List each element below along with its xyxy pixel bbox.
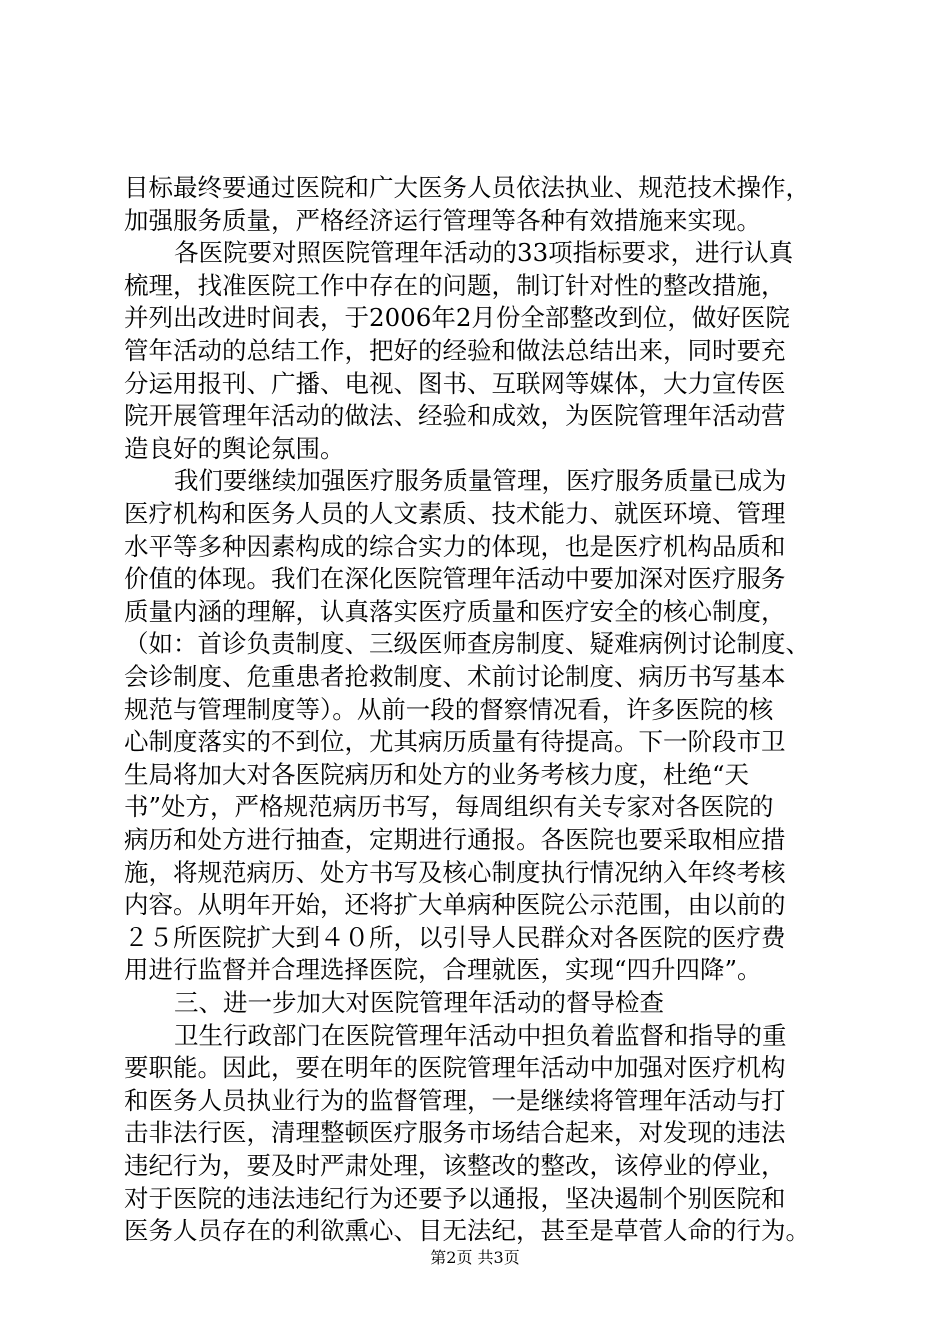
text-line: 对于医院的违法违纪行为还要予以通报，坚决遏制个别医院和 [124,1183,786,1213]
text-line: 管年活动的总结工作，把好的经验和做法总结出来，同时要充 [124,336,786,365]
text-line: 我们要继续加强医疗服务质量管理，医疗服务质量已成为 [174,466,787,496]
text-line: 会诊制度、危重患者抢救制度、术前讨论制度、病历书写基本 [124,662,786,691]
text-line: 分运用报刊、广播、电视、图书、互联网等媒体，大力宣传医 [124,368,786,398]
text-line: 要职能。因此，要在明年的医院管理年活动中加强对医疗机构 [124,1053,786,1083]
page-footer: 第2页 共3页 [430,1248,520,1267]
text-line: 梳理，找准医院工作中存在的问题，制订针对性的整改措施， [124,270,786,300]
text-line: 目标最终要通过医院和广大医务人员依法执业、规范技术操作， [124,173,810,202]
text-line: 各医院要对照医院管理年活动的33项指标要求，进行认真 [174,238,794,268]
text-line: 病历和处方进行抽查，定期进行通报。各医院也要采取相应措 [124,825,786,854]
text-line: 并列出改进时间表，于2006年2月份全部整改到位，做好医院 [124,303,790,333]
text-line: 违纪行为，要及时严肃处理，该整改的整改，该停业的停业， [124,1151,786,1180]
text-line: 心制度落实的不到位，尤其病历质量有待提高。下一阶段市卫 [124,727,786,757]
text-line: 加强服务质量，严格经济运行管理等各种有效措施来实现。 [124,205,761,235]
text-line: 生局将加大对各医院病历和处方的业务考核力度，杜绝“天 [124,759,750,789]
text-line: 医疗机构和医务人员的人文素质、技术能力、就医环境、管理 [124,499,786,528]
text-line: （如：首诊负责制度、三级医师查房制度、疑难病例讨论制度、 [124,629,810,659]
text-line: 卫生行政部门在医院管理年活动中担负着监督和指导的重 [174,1020,787,1050]
text-line: 价值的体现。我们在深化医院管理年活动中要加深对医疗服务 [124,564,786,594]
text-line: 书”处方，严格规范病历书写，每周组织有关专家对各医院的 [124,792,774,822]
text-line: 造良好的舆论氛围。 [124,433,345,463]
text-line: 水平等多种因素构成的综合实力的体现，也是医疗机构品质和 [124,531,786,561]
text-line: 规范与管理制度等）。从前一段的督察情况看，许多医院的核 [124,694,774,724]
text-line: 医务人员存在的利欲熏心、目无法纪，甚至是草菅人命的行为。 [124,1216,810,1246]
text-line: 击非法行医，清理整顿医疗服务市场结合起来，对发现的违法 [124,1118,786,1148]
text-line: 和医务人员执业行为的监督管理，一是继续将管理年活动与打 [124,1085,786,1115]
text-line: 用进行监督并合理选择医院，合理就医，实现“四升四降”。 [124,955,762,985]
text-line: 内容。从明年开始，还将扩大单病种医院公示范围，由以前的 [124,890,786,920]
text-line: 院开展管理年活动的做法、经验和成效，为医院管理年活动营 [124,401,786,431]
text-line: 三、进一步加大对医院管理年活动的督导检查 [174,988,664,1017]
text-line: 质量内涵的理解，认真落实医疗质量和医疗安全的核心制度， [124,596,786,626]
text-line: ２５所医院扩大到４０所，以引导人民群众对各医院的医疗费 [124,922,786,952]
text-line: 施，将规范病历、处方书写及核心制度执行情况纳入年终考核 [124,857,786,887]
